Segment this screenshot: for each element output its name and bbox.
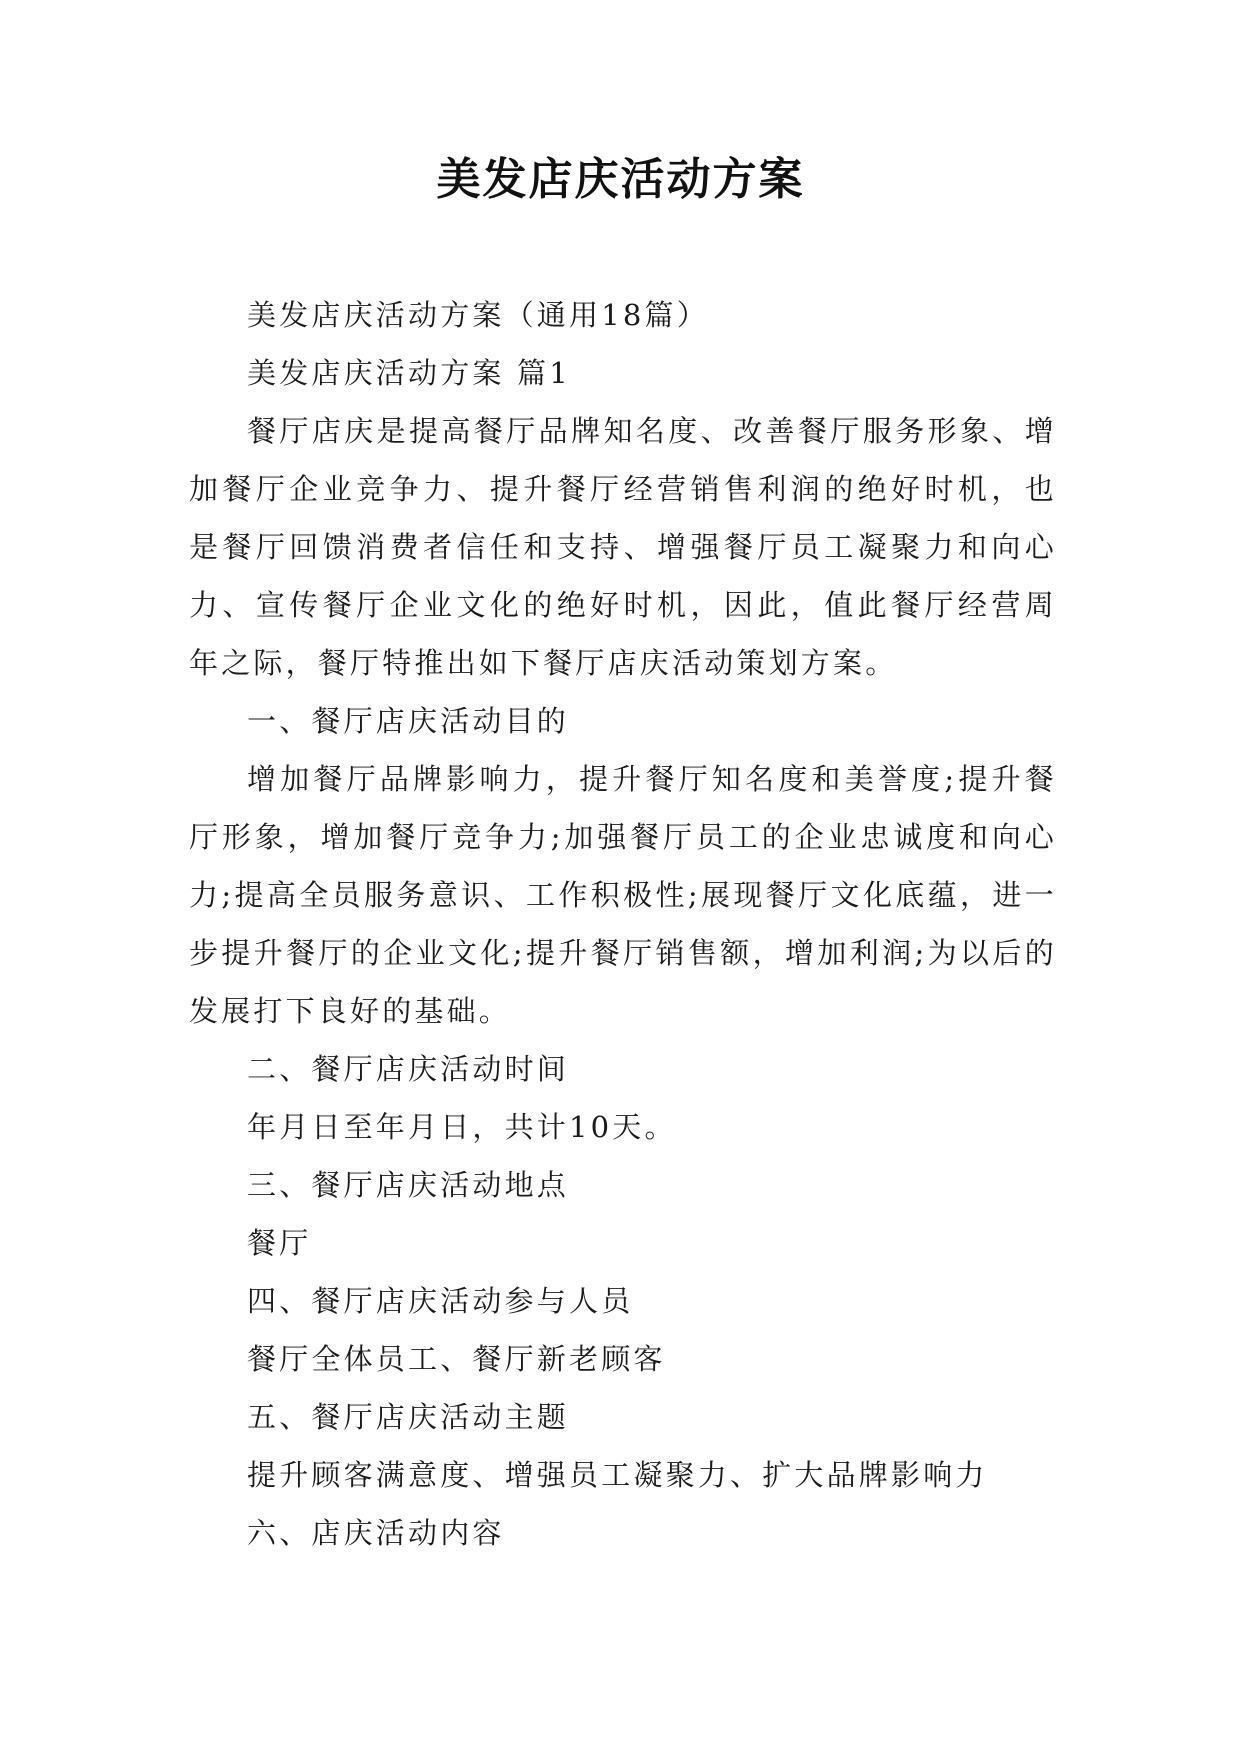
paragraph: 餐厅 bbox=[247, 1226, 312, 1260]
section-heading: 四、餐厅店庆活动参与人员 bbox=[247, 1284, 634, 1318]
paragraph: 增加餐厅品牌影响力，提升餐厅知名度和美誉度;提升餐厅形象，增加餐厅竞争力;加强餐厅员工的企业忠诚度和向心力;提高全员服务意识、工作积极性;展现餐厅文化底蕴，进一步提升餐厅的企业文化;提升餐厅销售额，增加利润;为以后的发展打下良好的基础。 bbox=[189, 762, 1057, 1028]
paragraph: 美发店庆活动方案 篇1 bbox=[247, 356, 571, 390]
document-body bbox=[189, 286, 1057, 1562]
section-heading: 一、餐厅店庆活动目的 bbox=[247, 704, 570, 738]
paragraph: 餐厅店庆是提高餐厅品牌知名度、改善餐厅服务形象、增加餐厅企业竞争力、提升餐厅经营销售利润的绝好时机，也是餐厅回馈消费者信任和支持、增强餐厅员工凝聚力和向心力、宣传餐厅企业文化的绝好时机，因此，值此餐厅经营周年之际，餐厅特推出如下餐厅店庆活动策划方案。 bbox=[189, 414, 1057, 680]
paragraph: 提升顾客满意度、增强员工凝聚力、扩大品牌影响力 bbox=[247, 1458, 988, 1492]
section-heading: 五、餐厅店庆活动主题 bbox=[247, 1400, 570, 1434]
document-title: 美发店庆活动方案 bbox=[436, 154, 805, 205]
paragraph: 年月日至年月日，共计10天。 bbox=[247, 1110, 677, 1144]
section-heading: 二、餐厅店庆活动时间 bbox=[247, 1052, 570, 1086]
section-heading: 三、餐厅店庆活动地点 bbox=[247, 1168, 570, 1202]
paragraph: 餐厅全体员工、餐厅新老顾客 bbox=[247, 1342, 666, 1376]
paragraph: 美发店庆活动方案（通用18篇） bbox=[247, 298, 709, 332]
section-heading: 六、店庆活动内容 bbox=[247, 1516, 505, 1550]
